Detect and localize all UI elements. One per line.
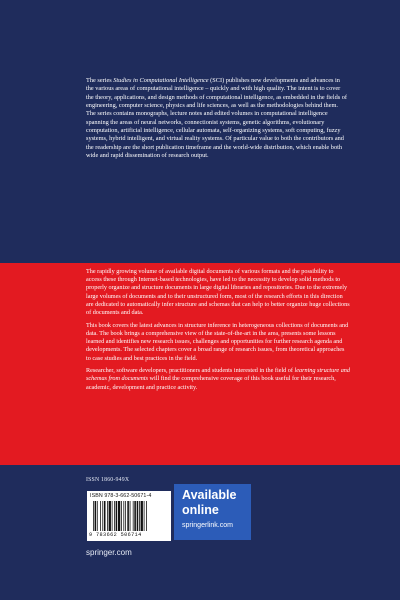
barcode-bar [141,501,143,531]
barcode-bar [97,501,98,531]
barcode-bar [139,501,140,531]
springerlink-url[interactable]: springerlink.com [182,522,233,529]
isbn-label: ISBN 978-3-662-50671-4 [90,493,152,499]
barcode-bar [93,501,94,531]
barcode-bar [146,501,147,531]
blurb-paragraph-1: The rapidly growing volume of available digital documents of various formats and the possibility to access these through Internet-based technologies, have led to the necessity to develop solid methods to properly organize and structure documents in large digital libraries and repositories. Due to the extremely large volumes of documents and to their unstructured form, most of the research efforts in this direction are dedicated to automatically infer structure and schemas that can help to better organize huge collections of documents and data. [86,268,350,317]
barcode-bar [123,501,124,531]
isbn-barcode [87,491,171,541]
barcode-bar [134,501,136,531]
online-badge-line-2: online [182,503,219,517]
barcode-bar [125,501,126,531]
barcode-digits: 9 783662 506714 [89,532,142,538]
barcode-bar [95,501,97,531]
barcode-bar [133,501,134,531]
barcode-bar [107,501,108,531]
book-blurb [86,268,350,396]
barcode-bar [116,501,118,531]
available-online-badge[interactable] [174,484,251,540]
online-badge-line-1: Available [182,488,237,502]
barcode-bar [114,501,115,531]
blurb-paragraph-3: Researcher, software developers, practitioners and students interested in the field of learning structure and schemas from documents will find the comprehensive coverage of this book useful for their research, academic, development and practice activity. [86,367,350,391]
barcode-bar [137,501,139,531]
series-description [86,77,348,160]
barcode-bar [130,501,131,531]
blurb-paragraph-2: This book covers the latest advances in structure inference in heterogeneous collections of documents and data. The book brings a comprehensive view of the state-of-the-art in the area, presents some lessons learned and identifies new research issues, challenges and opportunities for further research agenda and developments. The selected chapters cover a broad range of research issues, from theoretical approaches to case studies and best practices in the field. [86,321,349,362]
barcode-bar [127,501,129,531]
barcode-icon [93,501,167,531]
series-paragraph-1: The series Studies in Computational Intelligence (SCI) publishes new developments and advances in the various areas of computational intelligence – quickly and with high quality. The intent is to cover the theory, applications, and design methods of computational intelligence, as embedded in the fields of engineering, computer science, physics and life sciences, as well as the methodologies behind them. [86,77,348,110]
series-title: Studies in Computational Intelligence [113,77,209,84]
barcode-bar [112,501,113,531]
barcode-bar [100,501,101,531]
barcode-bar [109,501,111,531]
publisher-url[interactable]: springer.com [86,548,132,557]
barcode-bar [104,501,106,531]
issn-number: ISSN 1860-949X [86,477,130,483]
barcode-bar [121,501,122,531]
barcode-bar [102,501,103,531]
blurb-topic: learning structure and schemas from documents [86,367,350,383]
barcode-bar [144,501,145,531]
barcode-bar [118,501,120,531]
series-paragraph-2: The series contains monographs, lecture notes and edited volumes in computational intelligence spanning the areas of neural networks, connectionist systems, genetic algorithms, evolutionary computation, artificial intelligence, cellular automata, self-organizing systems, soft computing, fuzzy systems, hybrid intelligent, and virtual reality systems. Of particular value to both the contributors and the readership are the short publication timeframe and the world-wide distribution, which enable both wide and rapid dissemination of research output. [86,110,344,160]
